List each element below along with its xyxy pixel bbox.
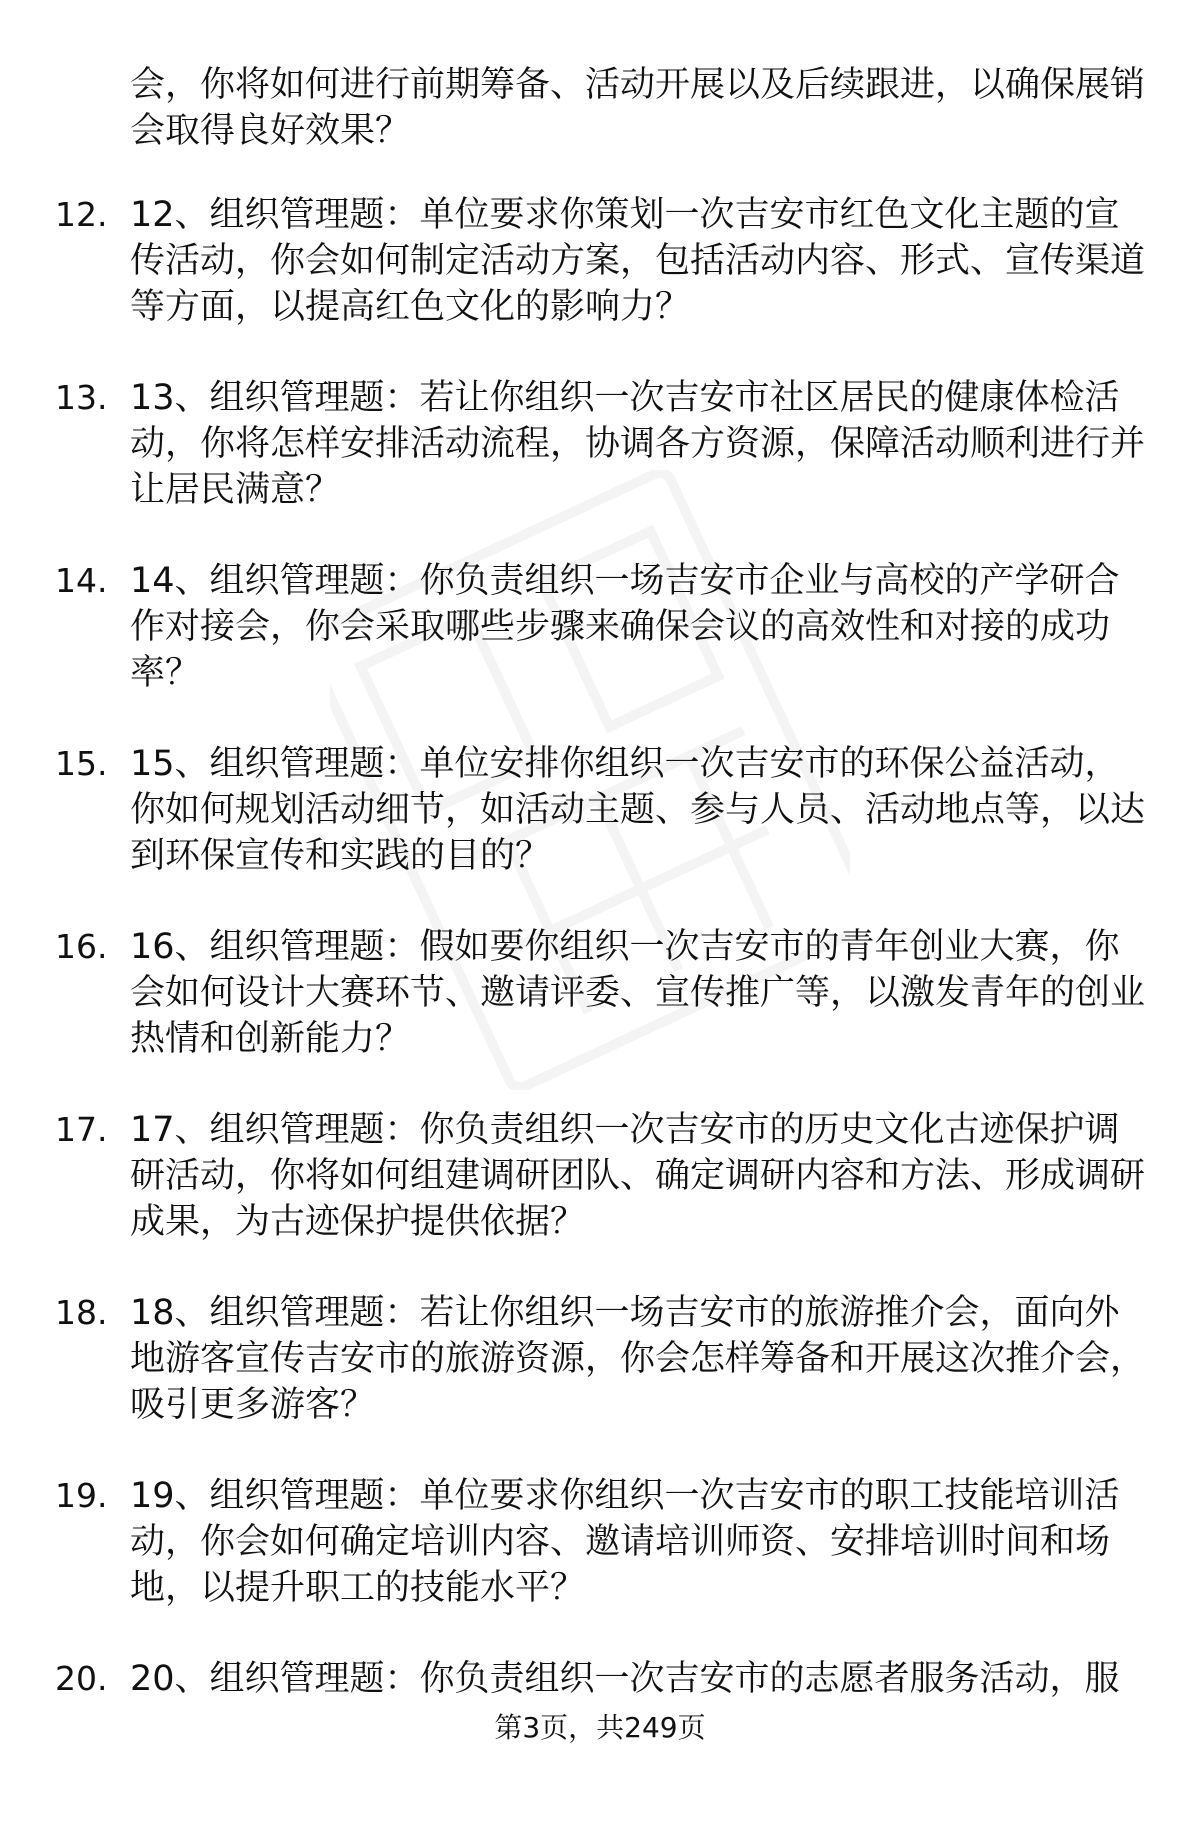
question-text: 15、组织管理题：单位安排你组织一次吉安市的环保公益活动，你如何规划活动细节，如活动主题、参与人员、活动地点等，以达到环保宣传和实践的目的？: [130, 744, 1146, 876]
question-text: 18、组织管理题：若让你组织一场吉安市的旅游推介会，面向外地游客宣传吉安市的旅游资源，你会怎样筹备和开展这次推介会，吸引更多游客？: [130, 1293, 1146, 1425]
list-item: [0, 375, 1200, 558]
list-item: [0, 1107, 1200, 1290]
question-text: 20、组织管理题：你负责组织一次吉安市的志愿者服务活动，服: [130, 1659, 1120, 1699]
question-number: 18.: [55, 1293, 108, 1332]
question-text: 17、组织管理题：你负责组织一次吉安市的历史文化古迹保护调研活动，你将如何组建调研团队、确定调研内容和方法、形成调研成果，为古迹保护提供依据？: [130, 1110, 1146, 1242]
question-number: 14.: [55, 561, 108, 600]
question-text: 13、组织管理题：若让你组织一次吉安市社区居民的健康体检活动，你将怎样安排活动流程，协调各方资源，保障活动顺利进行并让居民满意？: [130, 378, 1146, 510]
question-number: 15.: [55, 744, 108, 783]
question-number: 17.: [55, 1110, 108, 1149]
question-number: 20.: [55, 1659, 108, 1698]
question-text: 19、组织管理题：单位要求你组织一次吉安市的职工技能培训活动，你会如何确定培训内容、邀请培训师资、安排培训时间和场地，以提升职工的技能水平？: [130, 1476, 1120, 1608]
list-item: [0, 1473, 1200, 1656]
list-item: [0, 558, 1200, 741]
list-item: [0, 1290, 1200, 1473]
question-list: [0, 192, 1200, 1839]
list-item: [0, 924, 1200, 1107]
question-number: 12.: [55, 195, 108, 234]
question-text: 14、组织管理题：你负责组织一场吉安市企业与高校的产学研合作对接会，你会采取哪些步骤来确保会议的高效性和对接的成功率？: [130, 561, 1120, 693]
list-item: [0, 192, 1200, 375]
question-number: 16.: [55, 927, 108, 966]
question-text: 12、组织管理题：单位要求你策划一次吉安市红色文化主题的宣传活动，你会如何制定活动方案，包括活动内容、形式、宣传渠道等方面，以提高红色文化的影响力？: [130, 195, 1146, 327]
question-text: 16、组织管理题：假如要你组织一次吉安市的青年创业大赛，你会如何设计大赛环节、邀请评委、宣传推广等，以激发青年的创业热情和创新能力？: [130, 927, 1146, 1059]
list-item: [0, 1656, 1200, 1839]
question-number: 19.: [55, 1476, 108, 1515]
list-item: [0, 741, 1200, 924]
continuation-paragraph: 会，你将如何进行前期筹备、活动开展以及后续跟进，以确保展销会取得良好效果？: [130, 65, 1146, 151]
question-number: 13.: [55, 378, 108, 417]
page-footer: 第3页，共249页: [494, 1711, 706, 1744]
